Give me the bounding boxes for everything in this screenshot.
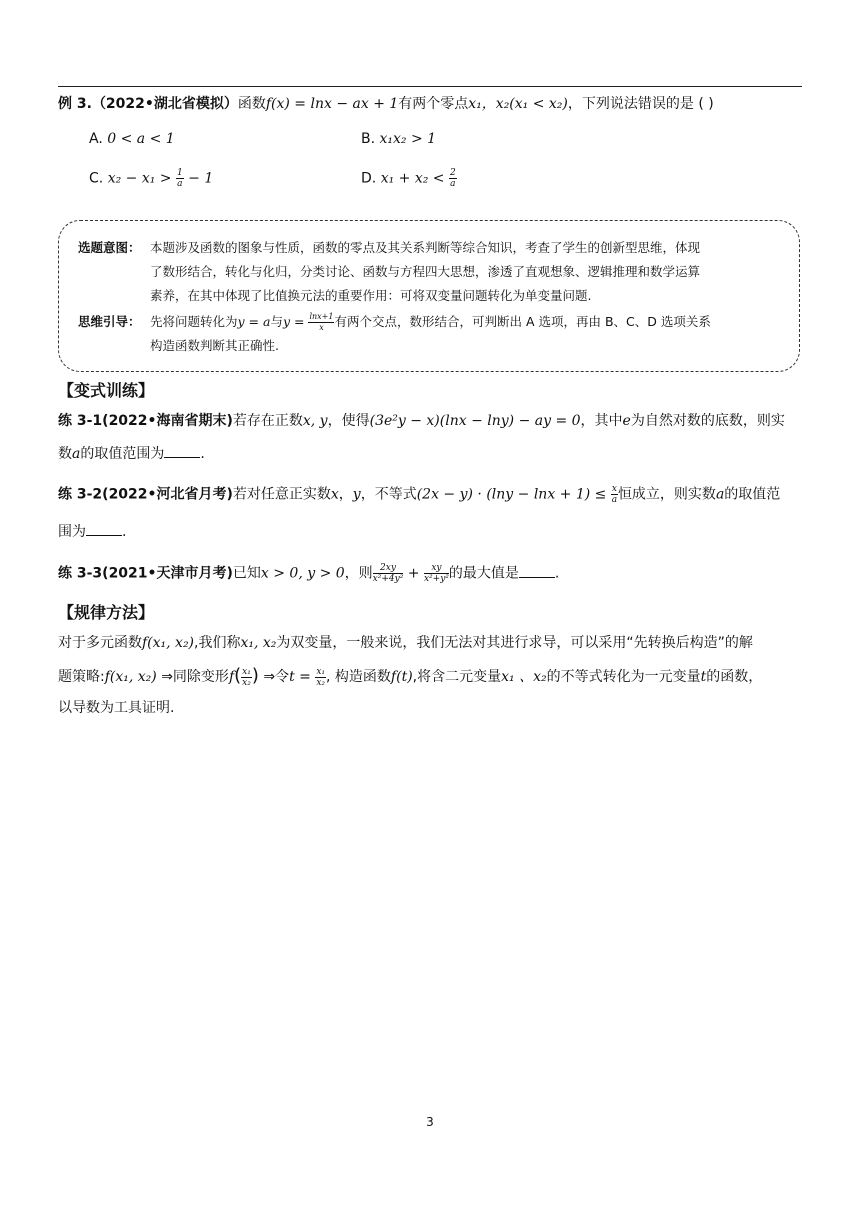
top-rule — [58, 86, 802, 87]
fraction — [308, 312, 334, 333]
answer-blank[interactable] — [164, 445, 200, 458]
exercise-3-1-line-1 — [58, 411, 785, 431]
numerator: xy — [424, 563, 449, 574]
numerator: 2xy — [373, 563, 404, 574]
option-text: x₂ − x₁ > — [107, 170, 176, 187]
method-text: 的函数， — [706, 669, 763, 685]
numerator: x₁ — [316, 666, 326, 677]
answer-blank[interactable] — [519, 565, 555, 578]
method-text: ,将含二元变量 — [412, 669, 502, 685]
option-a — [89, 129, 175, 149]
numerator: x — [611, 484, 617, 494]
exercise-text: ，不等式 — [360, 486, 417, 503]
method-line-1 — [58, 633, 753, 653]
intent-line-2: 了数形结合，转化与化归，分类讨论、函数与方程四大思想，渗透了直观想象、逻辑推理和数学运算 — [150, 264, 701, 279]
exercise-3-3 — [58, 563, 559, 584]
math: f(x₁, x₂) — [142, 635, 195, 651]
fraction — [241, 667, 252, 688]
exercise-text: ， — [338, 486, 353, 503]
option-d — [361, 168, 457, 189]
exercise-text: . — [122, 524, 127, 540]
example-label: 例 3. — [58, 96, 92, 112]
exercise-text: ，其中 — [580, 413, 623, 429]
stem-text: ，下列说法错误的是 ( ) — [567, 96, 714, 112]
math: f(x₁, x₂) — [104, 669, 157, 685]
option-c — [89, 168, 213, 189]
math: a — [715, 486, 725, 503]
method-text: ,我们称 — [194, 635, 241, 651]
guide-text: 与 — [270, 314, 283, 329]
exercise-text: 的取值范 — [724, 486, 781, 503]
exercise-text: ，使得 — [327, 413, 370, 429]
method-text: ⇒令 — [258, 669, 290, 685]
exercise-text: ，则 — [344, 565, 373, 582]
paren: ( — [234, 665, 242, 686]
guide-equation: y = a — [237, 314, 271, 329]
fraction — [424, 563, 449, 584]
exercise-3-2-line-2 — [58, 522, 126, 542]
guide-line-1 — [150, 310, 711, 334]
denominator: x₂ — [242, 677, 251, 688]
numerator: 2 — [449, 168, 456, 178]
method-text: 题策略: — [58, 669, 105, 685]
method-text: 对于多元函数 — [58, 635, 142, 651]
fraction — [449, 168, 457, 189]
denominator: a — [611, 495, 618, 505]
option-letter: D. — [361, 170, 377, 187]
math: f — [228, 669, 235, 685]
page-number: 3 — [426, 1115, 434, 1129]
exercise-label: 练 3-2(2022•河北省月考) — [58, 486, 233, 503]
option-text: x₁ + x₂ < — [380, 170, 449, 187]
math: + — [403, 565, 424, 582]
intent-label: 选题意图： — [78, 240, 141, 255]
exercise-3-1-line-2 — [58, 444, 205, 464]
option-text: x₁x₂ > 1 — [379, 131, 437, 147]
numerator: x₁ — [242, 666, 251, 677]
fraction — [373, 563, 404, 584]
guide-label: 思维引导： — [78, 314, 141, 329]
variant-heading: 【变式训练】 — [58, 381, 155, 400]
denominator: x — [319, 323, 324, 332]
fraction — [611, 484, 618, 505]
guide-line-2: 构造函数判断其正确性. — [150, 338, 279, 353]
method-line-3: 以导数为工具证明. — [58, 700, 175, 716]
method-text: 的不等式转化为一元变量 — [546, 669, 701, 685]
exercise-label: 练 3-3(2021•天津市月考) — [58, 565, 233, 582]
method-heading: 【规律方法】 — [58, 603, 155, 622]
exercise-text: 若存在正数 — [232, 413, 303, 429]
math: y — [352, 486, 361, 503]
stem-text: 函数 — [237, 96, 266, 112]
denominator: x²+4y² — [372, 574, 404, 584]
numerator: lnx+1 — [309, 312, 334, 321]
option-letter: A. — [89, 131, 103, 147]
example-stem — [58, 94, 714, 114]
math: f(t) — [390, 669, 413, 685]
option-b — [361, 129, 436, 149]
math: e — [622, 413, 631, 429]
numerator: 1 — [176, 168, 183, 178]
exercise-text: 数 — [58, 446, 72, 462]
exercise-text: . — [200, 446, 205, 462]
math: t = — [289, 669, 316, 685]
intent-line-1: 本题涉及函数的图象与性质，函数的零点及其关系判断等综合知识，考查了学生的创新型思维，体现 — [150, 240, 701, 255]
fraction — [176, 168, 184, 189]
exercise-text: 围为 — [58, 524, 86, 540]
example-source: （2022•湖北省模拟） — [91, 96, 238, 112]
exercise-text: 若对任意正实数 — [232, 486, 331, 503]
option-letter: C. — [89, 170, 104, 187]
method-text: ⇒同除变形 — [156, 669, 229, 685]
exercise-label: 练 3-1(2022•海南省期末) — [58, 413, 233, 429]
answer-blank[interactable] — [86, 523, 122, 536]
math: x — [330, 486, 339, 503]
method-line-2 — [58, 666, 762, 688]
math: x₁, x₂ — [240, 635, 277, 651]
guide-text: 有两个交点，数形结合，可判断出 A 选项，再由 B、C、D 选项关系 — [334, 314, 711, 329]
math: t — [700, 669, 707, 685]
zeros-expr: x₁，x₂(x₁ < x₂) — [468, 96, 568, 112]
option-text: 0 < a < 1 — [107, 131, 175, 147]
guide-equation: y = — [282, 314, 309, 329]
option-letter: B. — [361, 131, 376, 147]
exercise-text: . — [554, 565, 560, 582]
method-text: , 构造函数 — [326, 669, 391, 685]
equation: (3e²y − x)(lnx − lny) − ay = 0 — [369, 413, 581, 429]
denominator: x²+y² — [423, 574, 449, 584]
math: x₁ 、x₂ — [501, 669, 547, 685]
fraction — [315, 667, 326, 688]
paren: ) — [251, 665, 259, 686]
math: x > 0, y > 0 — [260, 565, 345, 582]
guide-text: 先将问题转化为 — [150, 314, 238, 329]
equation: (2x − y) · (lny − lnx + 1) ≤ — [416, 486, 611, 503]
option-text: − 1 — [183, 170, 214, 187]
function-expr: f(x) = lnx − ax + 1 — [265, 96, 399, 112]
exercise-text: 的取值范围为 — [80, 446, 165, 462]
exercise-3-2-line-1 — [58, 484, 780, 505]
exercise-text: 的最大值是 — [448, 565, 519, 582]
math: a — [72, 446, 81, 462]
method-text: 为双变量，一般来说，我们无法对其进行求导，可以采用“先转换后构造”的解 — [276, 635, 753, 651]
exercise-text: 为自然对数的底数，则实 — [630, 413, 785, 429]
denominator: x₂ — [316, 677, 326, 688]
exercise-text: 已知 — [232, 565, 261, 582]
denominator: a — [450, 179, 456, 189]
math: x, y — [302, 413, 328, 429]
denominator: a — [177, 179, 183, 189]
stem-text: 有两个零点 — [398, 96, 469, 112]
exercise-text: 恒成立，则实数 — [617, 486, 716, 503]
intent-line-3: 素养，在其中体现了比值换元法的重要作用：可将双变量问题转化为单变量问题. — [150, 288, 592, 303]
